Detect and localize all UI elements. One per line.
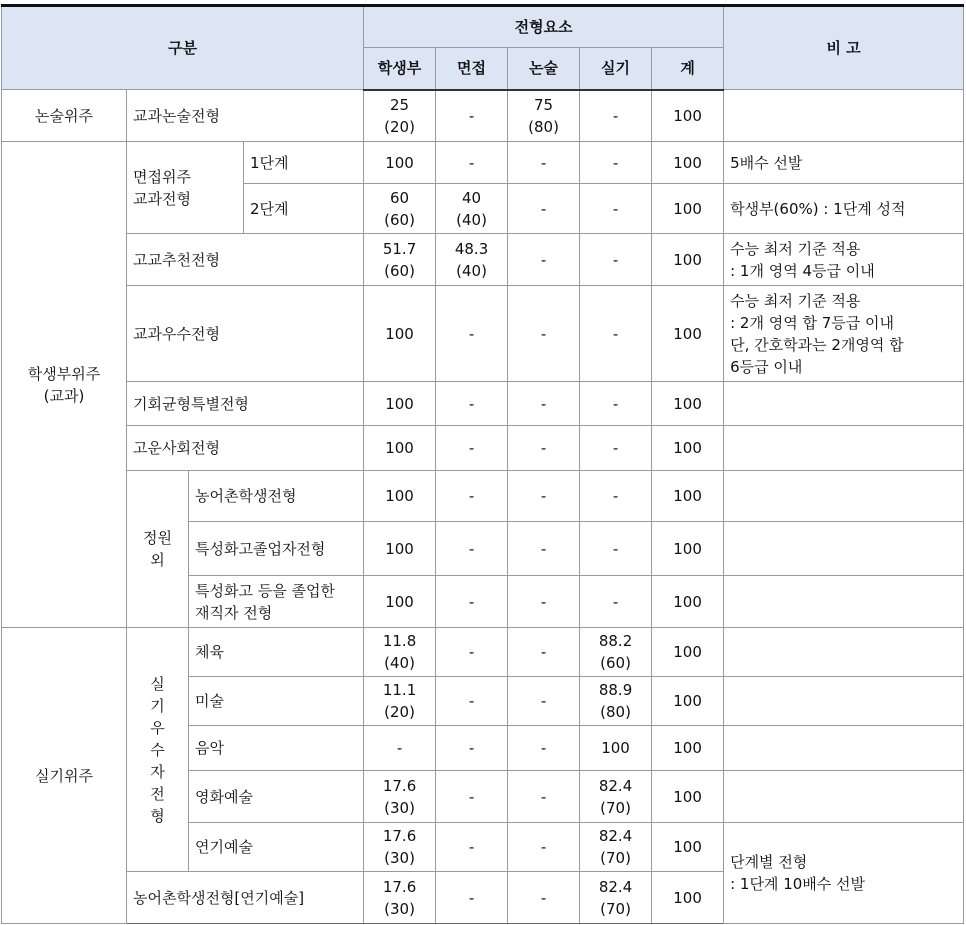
track-name: 음악 bbox=[189, 726, 364, 771]
group-label-practical-excellence-cell bbox=[127, 628, 189, 872]
cell-record: 17.6 (30) bbox=[364, 823, 436, 872]
cell-record: 100 bbox=[364, 382, 436, 426]
cell-interview: 40 (40) bbox=[436, 184, 508, 234]
cell-total: 100 bbox=[652, 771, 724, 823]
cell-essay: - bbox=[508, 823, 580, 872]
header-col-interview: 면접 bbox=[436, 48, 508, 90]
header-col-total: 계 bbox=[652, 48, 724, 90]
table-row bbox=[2, 90, 964, 142]
cell-essay: 75 (80) bbox=[508, 90, 580, 142]
table-row bbox=[2, 286, 964, 382]
cell-essay: - bbox=[508, 184, 580, 234]
cell-practical: 82.4 (70) bbox=[580, 823, 652, 872]
cell-total: 100 bbox=[652, 382, 724, 426]
track-name: 농어촌학생전형 bbox=[189, 471, 364, 522]
cell-total: 100 bbox=[652, 184, 724, 234]
cell-remark: 단계별 전형 : 1단계 10배수 선발 bbox=[724, 823, 964, 924]
header-col-record: 학생부 bbox=[364, 48, 436, 90]
cell-practical: - bbox=[580, 286, 652, 382]
cell-practical: - bbox=[580, 142, 652, 184]
table-row bbox=[2, 471, 964, 522]
track-name: 교과우수전형 bbox=[127, 286, 364, 382]
cell-practical: 82.4 (70) bbox=[580, 872, 652, 924]
cell-record: - bbox=[364, 726, 436, 771]
cell-total: 100 bbox=[652, 234, 724, 286]
cell-practical: 100 bbox=[580, 726, 652, 771]
track-name: 미술 bbox=[189, 677, 364, 726]
cell-total: 100 bbox=[652, 677, 724, 726]
header-col-essay: 논술 bbox=[508, 48, 580, 90]
cell-record: 100 bbox=[364, 426, 436, 471]
cell-essay: - bbox=[508, 142, 580, 184]
track-name: 연기예술 bbox=[189, 823, 364, 872]
track-name: 특성화고졸업자전형 bbox=[189, 522, 364, 576]
header-elements-group: 전형요소 bbox=[364, 6, 724, 48]
cell-remark bbox=[724, 471, 964, 522]
cell-remark bbox=[724, 382, 964, 426]
group-label-student-record: 학생부위주 (교과) bbox=[2, 142, 127, 628]
track-name: 기회균형특별전형 bbox=[127, 382, 364, 426]
cell-practical: - bbox=[580, 234, 652, 286]
cell-interview: - bbox=[436, 677, 508, 726]
cell-interview: - bbox=[436, 426, 508, 471]
cell-essay: - bbox=[508, 771, 580, 823]
cell-total: 100 bbox=[652, 576, 724, 628]
cell-interview: - bbox=[436, 90, 508, 142]
cell-essay: - bbox=[508, 471, 580, 522]
cell-record: 11.1 (20) bbox=[364, 677, 436, 726]
cell-essay: - bbox=[508, 628, 580, 677]
cell-interview: - bbox=[436, 286, 508, 382]
cell-practical: - bbox=[580, 522, 652, 576]
cell-remark bbox=[724, 522, 964, 576]
cell-total: 100 bbox=[652, 471, 724, 522]
cell-interview: - bbox=[436, 382, 508, 426]
cell-record: 60 (60) bbox=[364, 184, 436, 234]
admission-elements-table bbox=[1, 4, 964, 924]
cell-interview: - bbox=[436, 771, 508, 823]
track-name: 특성화고 등을 졸업한 재직자 전형 bbox=[189, 576, 364, 628]
cell-remark: 수능 최저 기준 적용 : 2개 영역 합 7등급 이내 단, 간호학과는 2개영역 합 6등급 이내 bbox=[724, 286, 964, 382]
cell-practical: - bbox=[580, 426, 652, 471]
track-name: 영화예술 bbox=[189, 771, 364, 823]
cell-interview: - bbox=[436, 471, 508, 522]
group-label-out-of-quota: 정원 외 bbox=[143, 529, 172, 569]
table-row bbox=[2, 382, 964, 426]
cell-essay: - bbox=[508, 522, 580, 576]
track-name: 고교추천전형 bbox=[127, 234, 364, 286]
cell-practical: - bbox=[580, 576, 652, 628]
cell-remark bbox=[724, 677, 964, 726]
cell-essay: - bbox=[508, 382, 580, 426]
cell-interview: - bbox=[436, 576, 508, 628]
track-name: 농어촌학생전형[연기예술] bbox=[127, 872, 364, 924]
header-col-practical: 실기 bbox=[580, 48, 652, 90]
cell-remark bbox=[724, 426, 964, 471]
track-name: 교과논술전형 bbox=[127, 90, 364, 142]
cell-interview: - bbox=[436, 628, 508, 677]
cell-total: 100 bbox=[652, 726, 724, 771]
cell-interview: - bbox=[436, 726, 508, 771]
header-category: 구분 bbox=[2, 6, 364, 90]
cell-practical: - bbox=[580, 471, 652, 522]
cell-total: 100 bbox=[652, 823, 724, 872]
cell-essay: - bbox=[508, 576, 580, 628]
cell-total: 100 bbox=[652, 142, 724, 184]
group-label-essay: 논술위주 bbox=[2, 90, 127, 142]
cell-essay: - bbox=[508, 726, 580, 771]
group-label-practical-excellence: 실기우수자전형 bbox=[150, 674, 165, 825]
cell-remark bbox=[724, 90, 964, 142]
cell-interview: - bbox=[436, 522, 508, 576]
table-row bbox=[2, 234, 964, 286]
track-name: 고운사회전형 bbox=[127, 426, 364, 471]
group-label-interview-track: 면접위주 교과전형 bbox=[127, 142, 244, 234]
cell-interview: - bbox=[436, 142, 508, 184]
cell-record: 51.7 (60) bbox=[364, 234, 436, 286]
cell-record: 25 (20) bbox=[364, 90, 436, 142]
cell-record: 100 bbox=[364, 286, 436, 382]
cell-interview: - bbox=[436, 872, 508, 924]
cell-total: 100 bbox=[652, 522, 724, 576]
cell-remark: 수능 최저 기준 적용 : 1개 영역 4등급 이내 bbox=[724, 234, 964, 286]
table-row bbox=[2, 426, 964, 471]
table-row bbox=[2, 628, 964, 677]
header-remarks: 비 고 bbox=[724, 6, 964, 90]
cell-record: 100 bbox=[364, 576, 436, 628]
cell-practical: - bbox=[580, 382, 652, 426]
cell-remark bbox=[724, 771, 964, 823]
cell-essay: - bbox=[508, 286, 580, 382]
cell-remark: 5배수 선발 bbox=[724, 142, 964, 184]
cell-interview: - bbox=[436, 823, 508, 872]
cell-record: 100 bbox=[364, 471, 436, 522]
cell-total: 100 bbox=[652, 286, 724, 382]
stage-name: 1단계 bbox=[244, 142, 364, 184]
cell-practical: 88.2 (60) bbox=[580, 628, 652, 677]
cell-practical: 82.4 (70) bbox=[580, 771, 652, 823]
cell-remark bbox=[724, 628, 964, 677]
cell-essay: - bbox=[508, 426, 580, 471]
cell-total: 100 bbox=[652, 872, 724, 924]
group-label-practical: 실기위주 bbox=[2, 628, 127, 924]
cell-total: 100 bbox=[652, 426, 724, 471]
cell-practical: 88.9 (80) bbox=[580, 677, 652, 726]
cell-essay: - bbox=[508, 872, 580, 924]
cell-record: 11.8 (40) bbox=[364, 628, 436, 677]
cell-essay: - bbox=[508, 234, 580, 286]
cell-practical: - bbox=[580, 184, 652, 234]
cell-total: 100 bbox=[652, 628, 724, 677]
cell-remark bbox=[724, 576, 964, 628]
cell-remark bbox=[724, 726, 964, 771]
cell-essay: - bbox=[508, 677, 580, 726]
cell-remark: 학생부(60%) : 1단계 성적 bbox=[724, 184, 964, 234]
cell-record: 100 bbox=[364, 522, 436, 576]
track-name: 체육 bbox=[189, 628, 364, 677]
cell-record: 17.6 (30) bbox=[364, 771, 436, 823]
cell-record: 17.6 (30) bbox=[364, 872, 436, 924]
table-row bbox=[2, 142, 964, 184]
cell-total: 100 bbox=[652, 90, 724, 142]
stage-name: 2단계 bbox=[244, 184, 364, 234]
cell-interview: 48.3 (40) bbox=[436, 234, 508, 286]
cell-practical: - bbox=[580, 90, 652, 142]
cell-record: 100 bbox=[364, 142, 436, 184]
group-label-out-of-quota-cell bbox=[127, 471, 189, 628]
